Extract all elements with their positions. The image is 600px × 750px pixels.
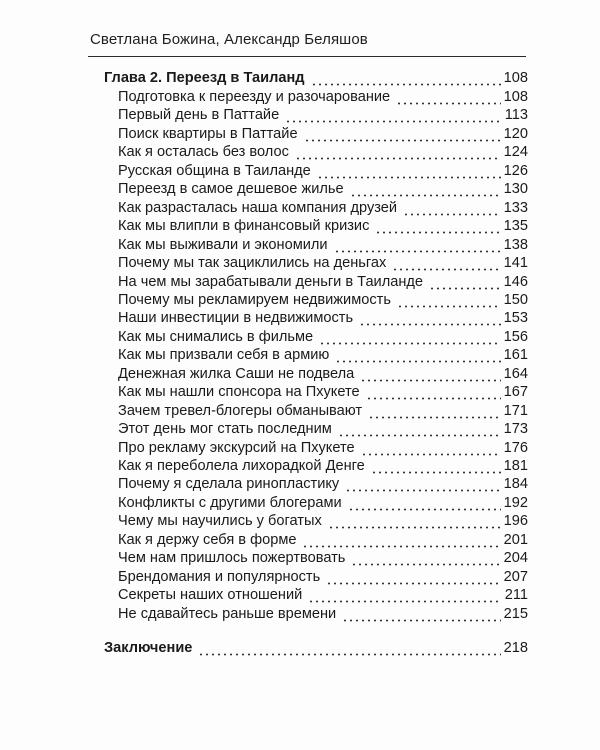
toc-section-title: Этот день мог стать последним xyxy=(118,421,332,438)
toc-section-page: 192 xyxy=(503,494,528,511)
toc-leader xyxy=(285,120,502,123)
toc-section-row xyxy=(118,440,528,460)
toc-section-title: Зачем тревел-блогеры обманывают xyxy=(118,402,363,419)
toc-section-title: Как я переболела лихорадкой Денге xyxy=(118,458,365,474)
toc-chapter-row xyxy=(104,70,528,90)
toc-section-page: 130 xyxy=(503,181,528,198)
toc-section-title: Как разрасталась наша компания друзей xyxy=(118,199,398,216)
toc-section-row xyxy=(118,421,528,441)
toc-section-page: 211 xyxy=(504,587,528,604)
toc-section-row xyxy=(118,237,528,257)
running-head: Светлана Божина, Александр Беляшов xyxy=(90,31,368,48)
toc-section-page: 196 xyxy=(503,513,528,530)
toc-section-row xyxy=(118,513,528,533)
toc-section-page: 207 xyxy=(503,568,528,585)
toc-section-title: Не сдавайтесь раньше времени xyxy=(118,605,337,622)
toc-leader xyxy=(375,231,500,234)
toc-section-title: Как мы снимались в фильме xyxy=(118,328,314,345)
toc-leader xyxy=(350,194,501,197)
toc-leader xyxy=(403,213,501,216)
toc-leader xyxy=(304,139,501,142)
toc-section-row xyxy=(118,476,528,496)
toc-section-row xyxy=(118,107,528,127)
toc-section-title: На чем мы зарабатывали деньги в Таиланде xyxy=(118,273,424,290)
toc-section-row xyxy=(118,569,528,589)
toc-chapter-page: 108 xyxy=(503,70,528,86)
toc-leader xyxy=(302,545,500,548)
toc-leader xyxy=(334,250,501,253)
toc-leader xyxy=(338,434,501,437)
toc-section-row xyxy=(118,458,528,478)
toc-section-title: Как я осталась без волос xyxy=(118,144,289,161)
toc-section-row xyxy=(118,218,528,238)
toc-section-row xyxy=(118,144,528,164)
toc-leader xyxy=(345,489,500,492)
toc-section-page: 138 xyxy=(503,236,528,253)
toc-section-row xyxy=(118,403,528,423)
toc-section-title: Подготовка к переезду и разочарование xyxy=(118,89,391,105)
toc-section-title: Почему мы так зациклились на деньгах xyxy=(118,255,387,272)
toc-section-page: 108 xyxy=(503,89,528,105)
toc-leader xyxy=(361,453,501,456)
toc-section-title: Как мы нашли спонсора на Пхукете xyxy=(118,384,360,401)
toc-section-row xyxy=(118,89,528,109)
toc-section-title: Конфликты с другими блогерами xyxy=(118,494,342,511)
toc-section-title: Наши инвестиции в недвижимость xyxy=(118,310,354,327)
toc-section-title: Русская община в Таиланде xyxy=(118,162,311,179)
toc-section-page: 181 xyxy=(503,458,528,474)
toc-leader xyxy=(311,83,501,86)
toc-section-row xyxy=(118,292,528,312)
toc-leader xyxy=(328,526,501,529)
toc-section-page: 164 xyxy=(503,365,528,382)
toc-section-title: Первый день в Паттайе xyxy=(118,107,280,124)
toc-section-title: Как я держу себя в форме xyxy=(118,531,297,548)
toc-leader xyxy=(308,600,501,603)
toc-section-title: Как мы влипли в финансовый кризис xyxy=(118,218,370,235)
toc-section-row xyxy=(118,587,528,607)
toc-section-row xyxy=(118,274,528,294)
toc-section-page: 173 xyxy=(503,421,528,438)
toc-chapter-title: Глава 2. Переезд в Таиланд xyxy=(104,70,305,86)
toc-section-page: 146 xyxy=(503,273,528,290)
toc-section-title: Поиск квартиры в Паттайе xyxy=(118,125,298,142)
toc-leader xyxy=(371,471,501,474)
toc-leader xyxy=(366,397,501,400)
toc-leader xyxy=(396,102,500,105)
toc-section-row xyxy=(118,200,528,220)
toc-section-title: Денежная жилка Саши не подвела xyxy=(118,365,355,382)
toc-section-page: 135 xyxy=(503,218,528,235)
toc-section-title: Почему я сделала ринопластику xyxy=(118,476,340,493)
toc-section-row xyxy=(118,606,528,626)
toc-section-row xyxy=(118,181,528,201)
toc-section-page: 141 xyxy=(503,255,528,272)
toc-leader xyxy=(359,323,501,326)
toc-leader xyxy=(397,305,501,308)
toc-section-page: 167 xyxy=(503,384,528,401)
toc-section-page: 150 xyxy=(503,291,528,308)
toc-leader xyxy=(295,157,501,160)
toc-conclusion-title: Заключение xyxy=(104,640,193,656)
toc-section-page: 133 xyxy=(503,199,528,216)
toc-section-row xyxy=(118,495,528,515)
toc-leader xyxy=(360,379,500,382)
toc-section-row xyxy=(118,532,528,552)
toc-section-title: Про рекламу экскурсий на Пхукете xyxy=(118,439,355,456)
toc-section-page: 176 xyxy=(503,439,528,456)
toc-section-title: Секреты наших отношений xyxy=(118,587,303,604)
toc-section-row xyxy=(118,347,528,367)
toc-section-page: 201 xyxy=(503,531,528,548)
toc-section-page: 113 xyxy=(504,107,528,124)
toc-leader xyxy=(198,653,500,656)
toc-leader xyxy=(429,287,501,290)
toc-section-row xyxy=(118,550,528,570)
toc-leader xyxy=(326,582,500,585)
toc-section-page: 124 xyxy=(503,144,528,161)
toc-leader xyxy=(319,342,500,345)
toc-section-page: 120 xyxy=(503,125,528,142)
toc-section-title: Чем нам пришлось пожертвовать xyxy=(118,550,346,567)
toc-section-page: 184 xyxy=(503,476,528,493)
toc-section-row xyxy=(118,384,528,404)
toc-section-title: Чему мы научились у богатых xyxy=(118,513,322,530)
toc-section-row xyxy=(118,329,528,349)
toc-leader xyxy=(348,508,501,511)
toc-section-row xyxy=(118,163,528,183)
toc-section-page: 215 xyxy=(503,605,528,622)
toc-section-page: 171 xyxy=(503,402,528,419)
toc-section-title: Как мы призвали себя в армию xyxy=(118,347,330,364)
toc-section-title: Как мы выживали и экономили xyxy=(118,236,328,253)
toc-leader xyxy=(351,563,500,566)
toc-section-title: Почему мы рекламируем недвижимость xyxy=(118,291,391,308)
toc-leader xyxy=(317,176,501,179)
toc-section-page: 156 xyxy=(503,328,528,345)
toc-leader xyxy=(392,268,500,271)
toc-conclusion-page: 218 xyxy=(503,640,528,656)
toc-leader xyxy=(335,360,500,363)
toc-section-page: 161 xyxy=(503,347,528,364)
toc-leader xyxy=(368,416,501,419)
toc-section-page: 204 xyxy=(503,550,528,567)
toc-leader xyxy=(342,619,500,622)
header-rule xyxy=(88,56,526,57)
toc-section-page: 126 xyxy=(503,162,528,179)
toc-section-row xyxy=(118,366,528,386)
toc-section-row xyxy=(118,126,528,146)
toc-section-title: Переезд в самое дешевое жилье xyxy=(118,181,344,198)
toc-section-page: 153 xyxy=(503,310,528,327)
toc-section-row xyxy=(118,310,528,330)
toc-section-row xyxy=(118,255,528,275)
toc-section-title: Брендомания и популярность xyxy=(118,568,321,585)
toc-conclusion-row xyxy=(104,640,528,660)
